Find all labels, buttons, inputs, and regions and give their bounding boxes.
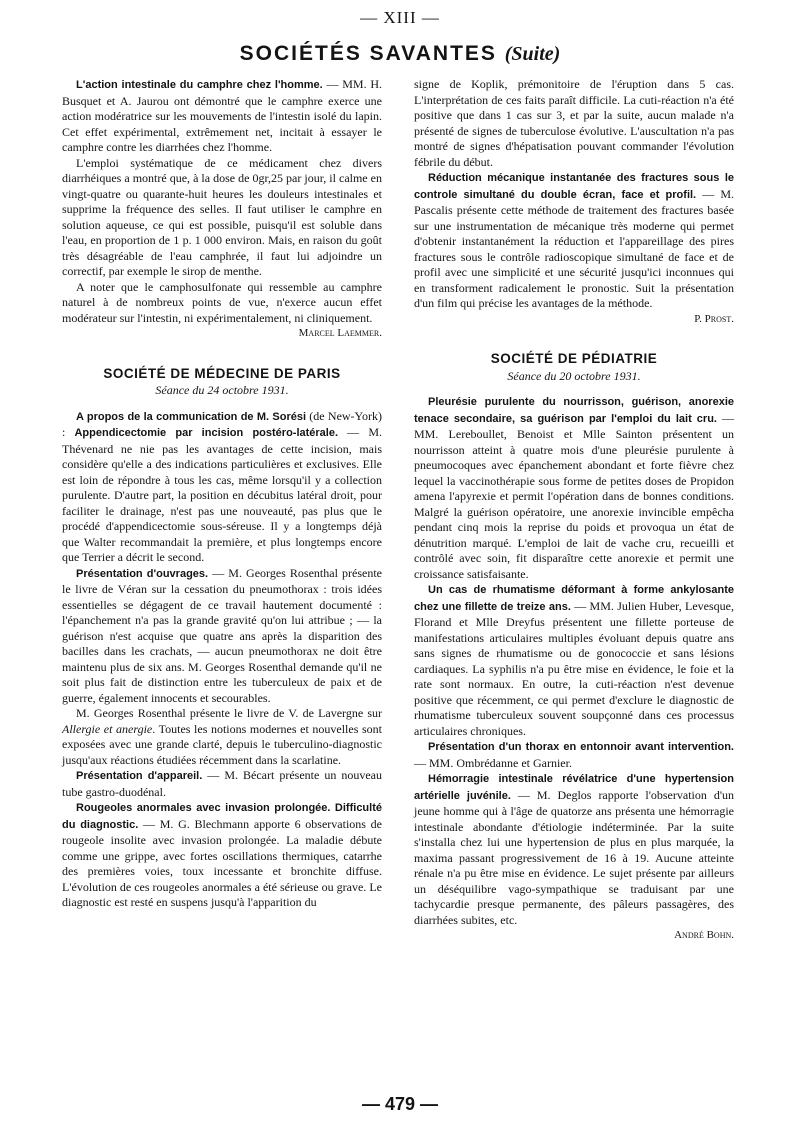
page-title [0,42,800,66]
article-ouvrages [62,566,382,707]
article-text: — M. G. Blechmann apporte 6 observations de rougeole insolite avec invasion prolongée. La maladie débute comme une grippe, avec fortes oscillations thermiques, catarrhe des premières voies, toux incessante et bronchite diffuse. L'évolution de ces rougeoles anormales a été sérieuse ou grave. Le diagnostic est resté en suspens jusqu'à l'apparition du [62,816,382,909]
article-text: — MM. Ombrédanne et Garnier. [414,755,572,770]
article-rougeoles [62,800,382,911]
article-title: Rougeoles anormales avec invasion prolongée. Difficulté du diagnostic. [62,802,382,831]
article-text: — M. Deglos rapporte l'observation d'un jeune homme qui à l'âge de quatorze ans présenta une hémorragie intestinale abondante d'étiologie indéterminée. Par la suite s'installa chez lui une hypertension de plus en plus marquée, la maxima passant progressivement de 16 à 19. Aucune atteinte rénale n'a pu être mise en évidence. Le sujet présente par ailleurs un déséquilibre vago-sympathique se traduisant par une tachycardie presque permanente, des pâleurs passagères, des diarrhées subites, etc. [414,787,734,927]
article-thorax [414,739,734,771]
article-rhumatisme [414,582,734,739]
page-title-suite: (Suite) [504,43,561,65]
article-text: — M. Georges Rosenthal présente le livre de Véran sur la cessation du pneumothorax : trois idées essentielles se dégagent de ce travail hautement documenté : l'épanchement n'a pas la grande gravité qu'on lui attribue ; — la guérison n'est acquise que quatre ans après la disparition des bacilles dans les crachats, — aucun pneumothorax ne doit être maintenu plus de six ans. M. Georges Rosenthal demande qu'il ne soit plus fait de distinction entre les tuberculeux de paix et de guerre, également innocents et secourables. [62,565,382,705]
right-column [414,77,734,944]
article-title: Présentation d'ouvrages. [76,567,209,580]
article-text: — M. Bécart présente un nouveau tube gastro-duodénal. [62,768,382,799]
article-title: Hémorragie intestinale révélatrice d'une hypertension artérielle juvénile. [414,773,734,802]
article-title: A propos de la communication de M. Sorési [76,410,307,423]
article-title: Présentation d'un thorax en entonnoir avant intervention. [428,741,734,753]
article-text: — MM. H. Busquet et A. Jaurou ont démontré que le camphre exerce une action modératrice sur les mouvements de l'intestin isolé du lapin. Cet effet expérimental, extrêmement net, incitait à essayer le camphre contre les diarrhées chez l'homme. [62,77,382,154]
article-text: — MM. Lereboullet, Benoist et Mlle Sainton présentent un nourrisson atteint à quatre mois d'une pleurésie purulente à pneumocoques avec épanchement abondant et forte fièvre chez lequel la vaccinothérapie sous forme de petites doses de Propidon amena l'apyrexie et permit l'opération dans de bonnes conditions. Malgré la guérison opératoire, une anorexie invincible empêcha pendant cinq mois la reprise du poids et provoqua un état de dénutrition marqué. L'emploi de lait de vache cru, recueilli et contrôlé avec soin, fit disparaître cette anorexie et permit une croissance satisfaisante. [414,410,734,581]
article-title: Un cas de rhumatisme déformant à forme ankylosante chez une fillette de treize ans. [414,584,734,613]
paragraph: signe de Koplik, prémonitoire de l'éruption dans 5 cas. L'interprétation de ces faits paraît difficile. La cuti-réaction n'a été positive que dans 1 cas sur 3, et par la suite, aucun malade n'a présenté de signes de tuberculose évolutive. L'auscultation n'a pas montré de signes d'hépatisation pouvant commander l'évolution fébrile du début. [414,77,734,169]
section-heading: SOCIÉTÉ DE PÉDIATRIE [490,351,658,366]
article-text: — MM. Julien Huber, Levesque, Florand et Mlle Dreyfus présentent une fillette porteuse de manifestations articulaires multiples évoluant depuis quatre ans sans signes de rhumatisme ou de gonococcie et sans lésions cardiaques. La syphilis n'a pu être mise en évidence, le foie et la rate sont normaux. En outre, la cuti-réaction n'est devenue positive que récemment, ce qui permet d'exclure le diagnostic de rhumatisme tuberculeux souvent soupçonné dans ces processus articulaires chroniques. [414,598,734,738]
article-title: Appendicectomie par incision postéro-latérale. [74,427,339,439]
page-number: — 479 — [361,1094,439,1114]
section-session-date: Séance du 24 octobre 1931. [155,383,289,397]
article-title: Pleurésie purulente du nourrisson, guérison, anorexie tenace secondaire, sa guérison par l'emploi du lait cru. [414,396,734,425]
author-signature: P. Prost. [694,312,734,325]
article-text: . Toutes les notions modernes et nouvelles sont exposées avec une grande clarté, depuis le tuberculino-diagnostic jusqu'aux réactions étudiées récemment dans la scarlatine. [62,721,382,767]
article-fractures [414,170,734,312]
article-camphre [62,77,382,156]
article-appendicectomie [62,409,382,566]
author-signature: Marcel Laemmer. [298,327,382,339]
page-header-roman: — XIII — [360,8,440,27]
article-title: L'action intestinale du camphre chez l'homme. [76,79,323,91]
article-text: — M. Pascalis présente cette méthode de traitement des fractures basée sur une instrumentation de mécanique très moderne qui permet d'obtenir instantanément la réduction et l'appareillage des pires fractures sous le contrôle radioscopique simultané de face et de profil avec une simplicité et une sécurité jusqu'ici inconnues qui en transforment radicalement le pronostic. Suit la présentation d'un film qui précise les avantages de la méthode. [414,186,734,310]
article-text: — M. Thévenard ne nie pas les avantages de cette incision, mais considère qu'elle a des indications particulières et exclusives. Elle est loin de répondre à tous les cas, même lorsqu'il y a collection purulente. D'autre part, la position en décubitus latéral droit, pour faciliter le drainage, n'est pas une nouveauté, pas plus que le procédé d'appendicectomie sous-séreuse. Il y a longtemps déjà que Walter recommandait la première, et plus longtemps encore que Terrier a décrit le second. [62,425,382,564]
article-appareil [62,768,382,800]
article-title: Réduction mécanique instantanée des fractures sous le controle simultané du double écran, face et profil. [414,172,734,201]
book-title: Allergie et anergie [62,721,153,736]
left-column [62,77,382,911]
section-heading: SOCIÉTÉ DE MÉDECINE DE PARIS [103,365,341,381]
article-hemorragie [414,771,734,928]
paragraph: A noter que le camphosulfonate qui ressemble au camphre naturel à de nombreux points de vue, n'exerce aucun effet modérateur sur l'intestin, ni expérimentalement, ni cliniquement. [62,279,382,325]
section-session-date: Séance du 20 octobre 1931. [507,368,641,383]
article-title: Présentation d'appareil. [76,770,203,782]
author-signature: André Bohn. [674,929,734,941]
article-pleuresie [414,394,734,582]
paragraph: L'emploi systématique de ce médicament chez divers diarrhéiques a montré que, à la dose de 0gr,25 par jour, il calme en vingt-quatre ou quarante-huit heures les douleurs intestinales et supprime la fréquence des selles. Il faut utiliser le camphre en solution aqueuse, ce qui est possible, puisqu'il est soluble dans l'eau, en proportion de 1 p. 1 000 environ. Mais, en raison du goût très désagréable de l'eau camphrée, il faut lui adjoindre un correctif, par exemple le sirop de menthe. [62,155,382,278]
article-text: (de New-York) : [62,408,383,439]
page-title-text: SOCIÉTÉS SAVANTES [239,42,497,65]
paragraph [62,706,382,768]
article-text: M. Georges Rosenthal présente le livre de V. de Lavergne sur [76,706,382,720]
